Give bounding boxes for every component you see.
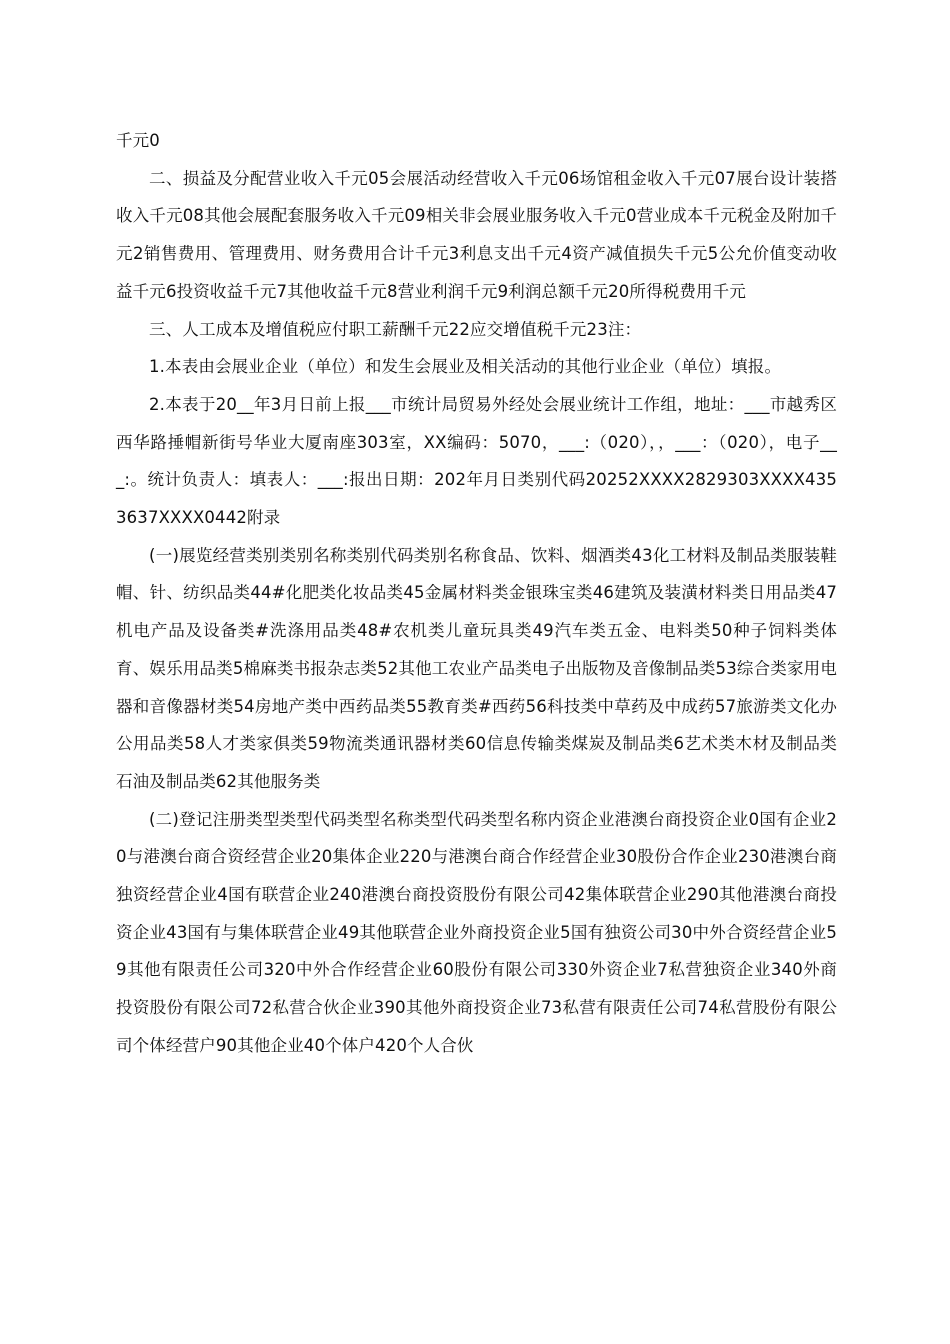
document-page [116, 122, 837, 1065]
paragraph-continuation: 千元0 [116, 131, 160, 150]
paragraph-note-1: 1.本表由会展业企业（单位）和发生会展业及相关活动的其他行业企业（单位）填报。 [149, 357, 782, 377]
paragraph-note-2: 2.本表于20__年3月日前上报___市统计局贸易外经处会展业统计工作组，地址：___市越秀区西华路捶帽新街号华业大厦南座303室，XX编码：5070，___:（020），，___：（020），电子___:。统计负责人：填表人：___:报出日期：202年月日类别代码20252XXXX2829303XXXX4353637XXXX0442附录 [116, 394, 837, 528]
paragraph-exhibition-categories: (一)展览经营类别类别名称类别代码类别名称食品、饮料、烟酒类43化工材料及制品类服装鞋帽、针、纺织品类44#化肥类化妆品类45金属材料类金银珠宝类46建筑及装潢材料类日用品类47机电产品及设备类#洗涤用品类48#农机类儿童玩具类49汽车类五金、电料类50种子饲料类体育、娱乐用品类5棉麻类书报杂志类52其他工农业产品类电子出版物及音像制品类53综合类家用电器和音像器材类54房地产类中西药品类55教育类#西药56科技类中草药及中成药57旅游类文化办公用品类58人才类家俱类59物流类通讯器材类60信息传输类煤炭及制品类6艺术类木材及制品类石油及制品类62其他服务类 [116, 545, 837, 791]
paragraph-profit-distribution: 二、损益及分配营业收入千元05会展活动经营收入千元06场馆租金收入千元07展台设计装搭收入千元08其他会展配套服务收入千元09相关非会展业服务收入千元0营业成本千元税金及附加千元2销售费用、管理费用、财务费用合计千元3利息支出千元4资产减值损失千元5公允价值变动收益千元6投资收益千元7其他收益千元8营业利润千元9利润总额千元20所得税费用千元 [116, 168, 837, 301]
paragraph-registration-types: (二)登记注册类型类型代码类型名称类型代码类型名称内资企业港澳台商投资企业0国有企业20与港澳台商合资经营企业20集体企业220与港澳台商合作经营企业30股份合作企业230港澳台商独资经营企业4国有联营企业240港澳台商投资股份有限公司42集体联营企业290其他港澳台商投资企业43国有与集体联营企业49其他联营企业外商投资企业5国有独资公司30中外合资经营企业59其他有限责任公司320中外合作经营企业60股份有限公司330外资企业7私营独资企业340外商投资股份有限公司72私营合伙企业390其他外商投资企业73私营有限责任公司74私营股份有限公司个体经营户90其他企业40个体户420个人合伙 [116, 809, 837, 1055]
paragraph-labor-cost-vat: 三、人工成本及增值税应付职工薪酬千元22应交增值税千元23注： [149, 319, 642, 339]
